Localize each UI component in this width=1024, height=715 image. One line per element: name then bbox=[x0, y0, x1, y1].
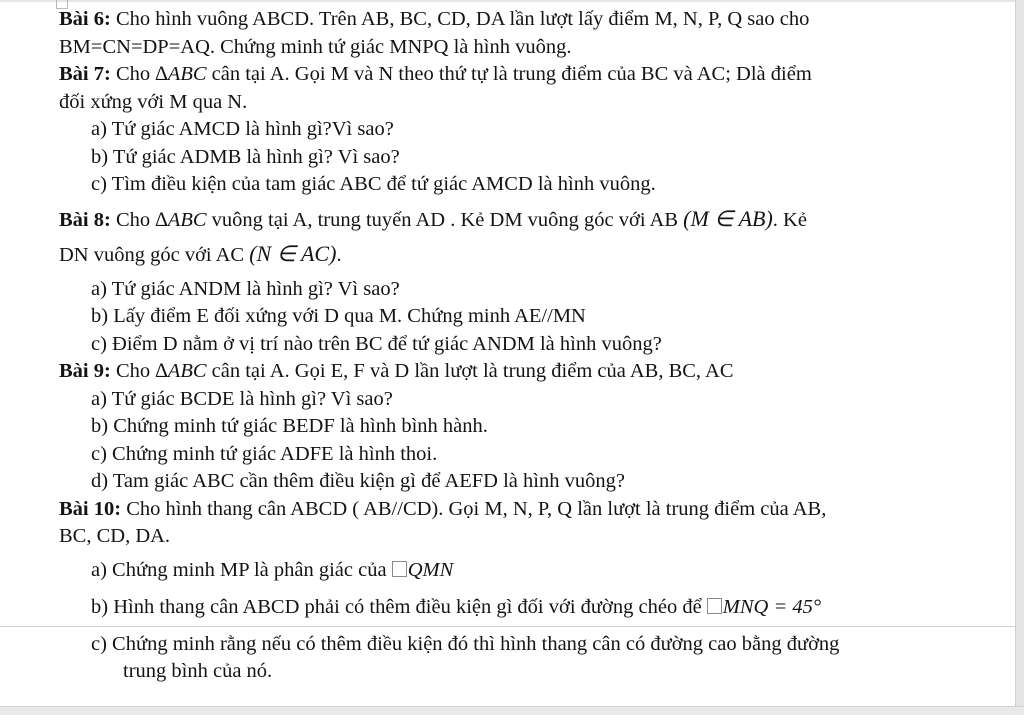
b9-text-a: Cho bbox=[115, 360, 151, 382]
document-body bbox=[59, 6, 959, 686]
b7-text-b: cân tại A. Gọi M và N theo thứ tự là trung điểm của BC và AC; Dlà điểm bbox=[211, 63, 812, 85]
b7-line-1 bbox=[59, 61, 959, 89]
b10-angle-qmn: QMN bbox=[407, 558, 454, 581]
b10-text-1: Cho hình thang cân ABCD ( AB//CD). Gọi M, N, P, Q lần lượt là trung điểm của AB, bbox=[126, 497, 827, 520]
b10-item-c-1: c) Chứng minh rằng nếu có thêm điều kiện đó thì hình thang cân có đường cao bằng đường bbox=[91, 632, 840, 655]
right-scroll-edge[interactable] bbox=[1015, 0, 1024, 715]
top-edge bbox=[0, 0, 1016, 2]
b8-item-b: b) Lấy điểm E đối xứng với D qua M. Chứng minh AE//MN bbox=[91, 305, 586, 327]
b7-item-a: a) Tứ giác AMCD là hình gì?Vì sao? bbox=[91, 118, 394, 140]
b9-item-b: b) Chứng minh tứ giác BEDF là hình bình hành. bbox=[91, 415, 488, 437]
b10-angle-mnq: MNQ = 45° bbox=[722, 596, 822, 618]
b10-item-a-text: a) Chứng minh MP là phân giác của bbox=[91, 558, 387, 581]
b6-line-1 bbox=[59, 6, 959, 34]
b7-title: Bài 7: bbox=[59, 63, 111, 85]
page-divider bbox=[0, 626, 1016, 627]
b7-triangle: ∆ABC bbox=[155, 63, 207, 85]
b8-text-e: . bbox=[336, 244, 342, 266]
b8-item-a: a) Tứ giác ANDM là hình gì? Vì sao? bbox=[91, 277, 400, 300]
b8-title: Bài 8: bbox=[59, 208, 111, 231]
b8-triangle: ∆ABC bbox=[155, 208, 207, 231]
b8-text-c: . Kẻ bbox=[772, 208, 807, 231]
b7-item-b: b) Tứ giác ADMB là hình gì? Vì sao? bbox=[91, 145, 400, 168]
angle-placeholder-icon bbox=[707, 598, 722, 614]
b9-line-1 bbox=[59, 358, 959, 386]
b9-item-c: c) Chứng minh tứ giác ADFE là hình thoi. bbox=[91, 442, 438, 465]
b8-item-c: c) Điểm D nằm ở vị trí nào trên BC để tứ giác ANDM là hình vuông? bbox=[91, 332, 662, 355]
b8-text-d: DN vuông góc với AC bbox=[59, 244, 245, 266]
b8-n-in-ac: (N ∈ AC) bbox=[249, 241, 337, 266]
bottom-edge bbox=[0, 706, 1024, 715]
b9-item-d: d) Tam giác ABC cần thêm điều kiện gì để AEFD là hình vuông? bbox=[91, 470, 625, 492]
b10-item-b-text: b) Hình thang cân ABCD phải có thêm điều kiện gì đối với đường chéo để bbox=[91, 596, 702, 618]
b10-line-1 bbox=[59, 496, 959, 524]
b8-line-2 bbox=[59, 240, 959, 270]
b10-item-c-2: trung bình của nó. bbox=[123, 660, 273, 682]
b6-text-1: Cho hình vuông ABCD. Trên AB, BC, CD, DA lần lượt lấy điểm M, N, P, Q sao cho bbox=[115, 8, 810, 30]
b10-line-2: BC, CD, DA. bbox=[59, 525, 171, 547]
b10-title: Bài 10: bbox=[59, 497, 122, 520]
b6-title: Bài 6: bbox=[59, 8, 111, 30]
b9-triangle: ∆ABC bbox=[155, 360, 207, 382]
b9-title: Bài 9: bbox=[59, 360, 111, 382]
b9-text-b: cân tại A. Gọi E, F và D lần lượt là trung điểm của AB, BC, AC bbox=[211, 360, 734, 382]
b7-line-2: đối xứng với M qua N. bbox=[59, 90, 248, 113]
b8-text-b: vuông tại A, trung tuyến AD . Kẻ DM vuông góc với AB bbox=[211, 208, 679, 231]
b7-text-a: Cho bbox=[115, 63, 151, 85]
b8-line-1 bbox=[59, 205, 959, 235]
b6-line-2: BM=CN=DP=AQ. Chứng minh tứ giác MNPQ là hình vuông. bbox=[59, 35, 572, 58]
b7-item-c: c) Tìm điều kiện của tam giác ABC để tứ giác AMCD là hình vuông. bbox=[91, 173, 656, 195]
b8-text-a: Cho bbox=[115, 208, 151, 231]
b10-item-a bbox=[59, 557, 959, 585]
b8-m-in-ab: (M ∈ AB) bbox=[683, 205, 773, 231]
angle-placeholder-icon bbox=[392, 561, 407, 577]
b9-item-a: a) Tứ giác BCDE là hình gì? Vì sao? bbox=[91, 387, 393, 410]
b10-item-b bbox=[59, 594, 959, 622]
